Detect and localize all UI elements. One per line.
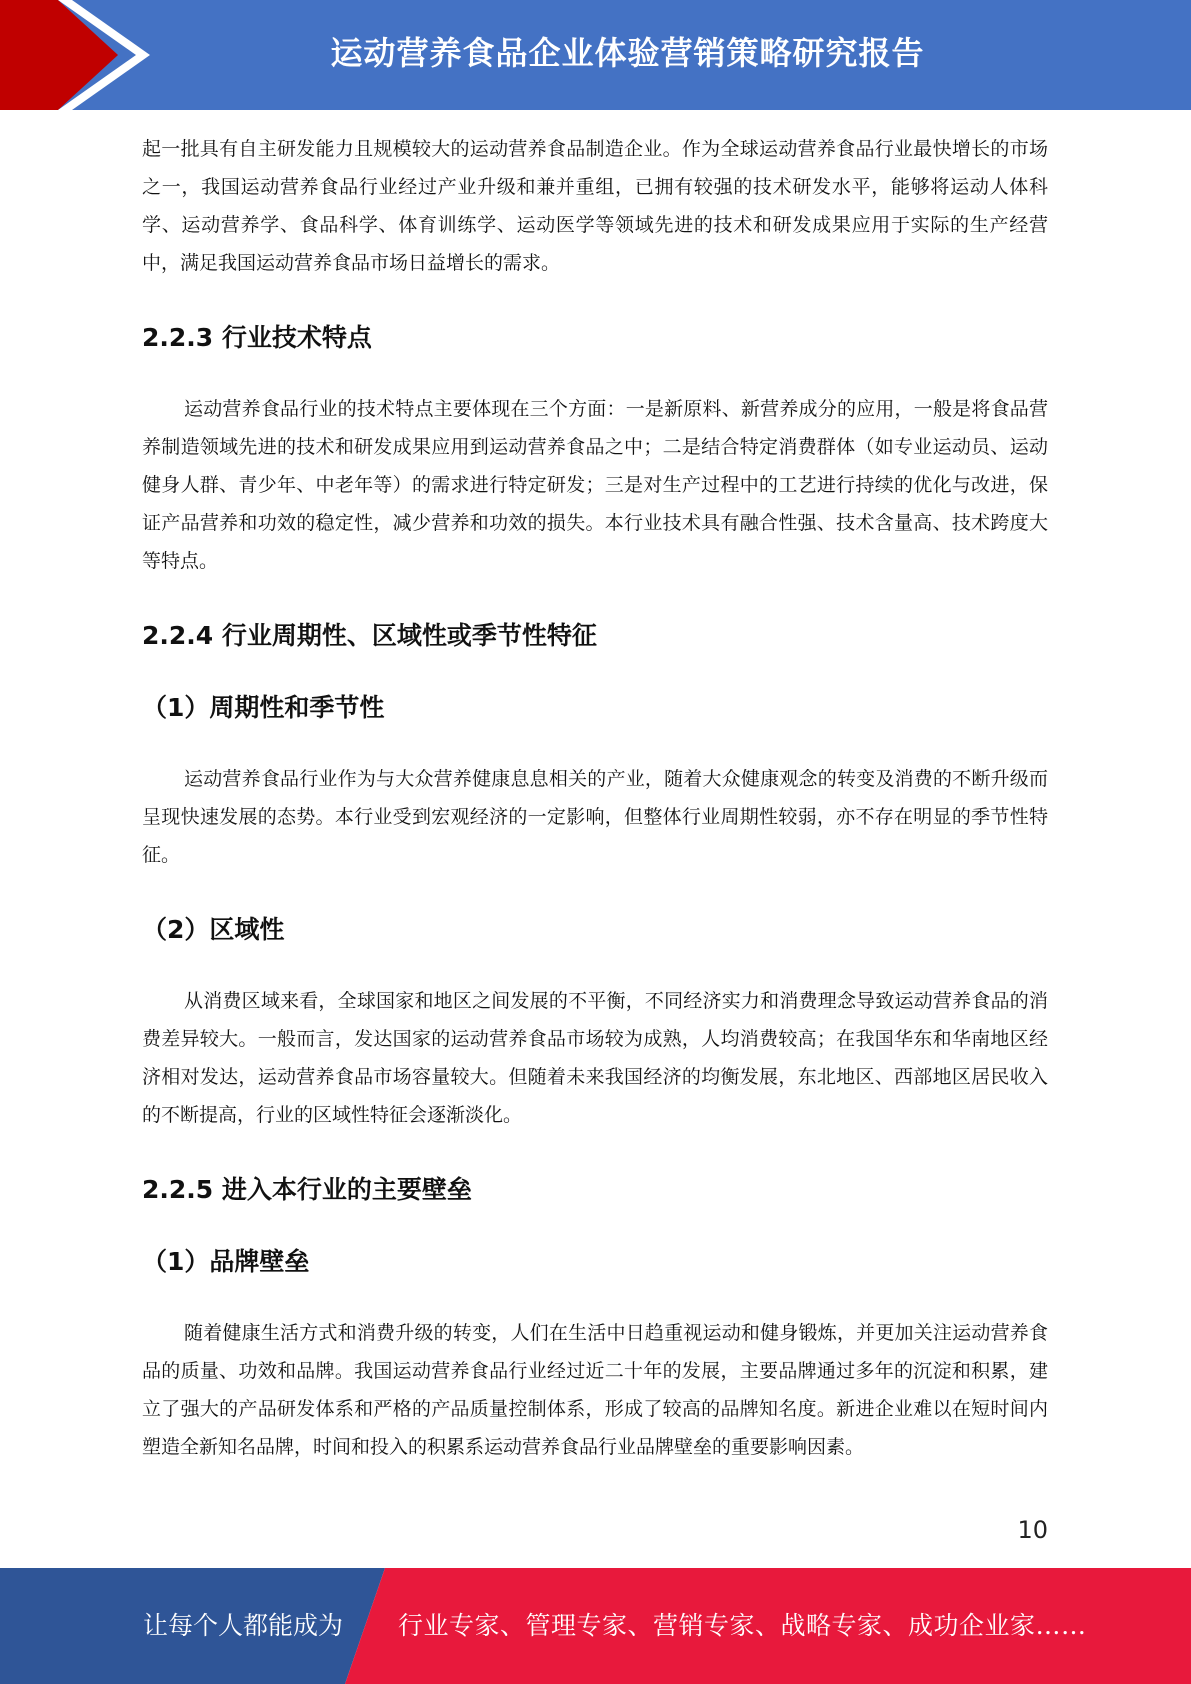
header-arrow-decoration: [0, 0, 160, 110]
intro-paragraph: 起一批具有自主研发能力且规模较大的运动营养食品制造企业。作为全球运动营养食品行业最快增长的市场之一，我国运动营养食品行业经过产业升级和兼并重组，已拥有较强的技术研发水平，能够将运动人体科学、运动营养学、食品科学、体育训练学、运动医学等领域先进的技术和研发成果应用于实际的生产经营中，满足我国运动营养食品市场日益增长的需求。: [142, 138, 1048, 274]
subsection-heading-cyclicality: （1）周期性和季节性: [142, 693, 385, 722]
footer-slogan-left: 让每个人都能成为: [143, 1611, 344, 1640]
section-2-2-3-paragraph: 运动营养食品行业的技术特点主要体现在三个方面：一是新原料、新营养成分的应用，一般是将食品营养制造领域先进的技术和研发成果应用到运动营养食品之中；二是结合特定消费群体（如专业运动员、运动健身人群、青少年、中老年等）的需求进行特定研发；三是对生产过程中的工艺进行持续的优化与改进，保证产品营养和功效的稳定性，减少营养和功效的损失。本行业技术具有融合性强、技术含量高、技术跨度大等特点。: [142, 398, 1048, 572]
section-heading-2-2-4: 2.2.4 行业周期性、区域性或季节性特征: [142, 621, 597, 650]
page-content: [142, 130, 1048, 1466]
brand-barrier-paragraph: 随着健康生活方式和消费升级的转变，人们在生活中日趋重视运动和健身锻炼，并更加关注运动营养食品的质量、功效和品牌。我国运动营养食品行业经过近二十年的发展，主要品牌通过多年的沉淀和积累，建立了强大的产品研发体系和严格的产品质量控制体系，形成了较高的品牌知名度。新进企业难以在短时间内塑造全新知名品牌，时间和投入的积累系运动营养食品行业品牌壁垒的重要影响因素。: [142, 1322, 1048, 1458]
cyclicality-paragraph: 运动营养食品行业作为与大众营养健康息息相关的产业，随着大众健康观念的转变及消费的不断升级而呈现快速发展的态势。本行业受到宏观经济的一定影响，但整体行业周期性较弱，亦不存在明显的季节性特征。: [142, 768, 1048, 866]
regionality-paragraph: 从消费区域来看，全球国家和地区之间发展的不平衡，不同经济实力和消费理念导致运动营养食品的消费差异较大。一般而言，发达国家的运动营养食品市场较为成熟，人均消费较高；在我国华东和华南地区经济相对发达，运动营养食品市场容量较大。但随着未来我国经济的均衡发展，东北地区、西部地区居民收入的不断提高，行业的区域性特征会逐渐淡化。: [142, 990, 1048, 1126]
subsection-heading-regionality: （2）区域性: [142, 915, 285, 944]
section-heading-2-2-3: 2.2.3 行业技术特点: [142, 323, 372, 352]
page-footer: [0, 1568, 1191, 1684]
page-header: [0, 0, 1191, 110]
section-heading-2-2-5: 2.2.5 进入本行业的主要壁垒: [142, 1175, 472, 1204]
page-number: 10: [1017, 1516, 1048, 1544]
subsection-heading-brand-barrier: （1）品牌壁垒: [142, 1247, 310, 1276]
footer-slogan-right: 行业专家、管理专家、营销专家、战略专家、成功企业家……: [398, 1611, 1087, 1640]
report-title: 运动营养食品企业体验营销策略研究报告: [330, 34, 925, 72]
